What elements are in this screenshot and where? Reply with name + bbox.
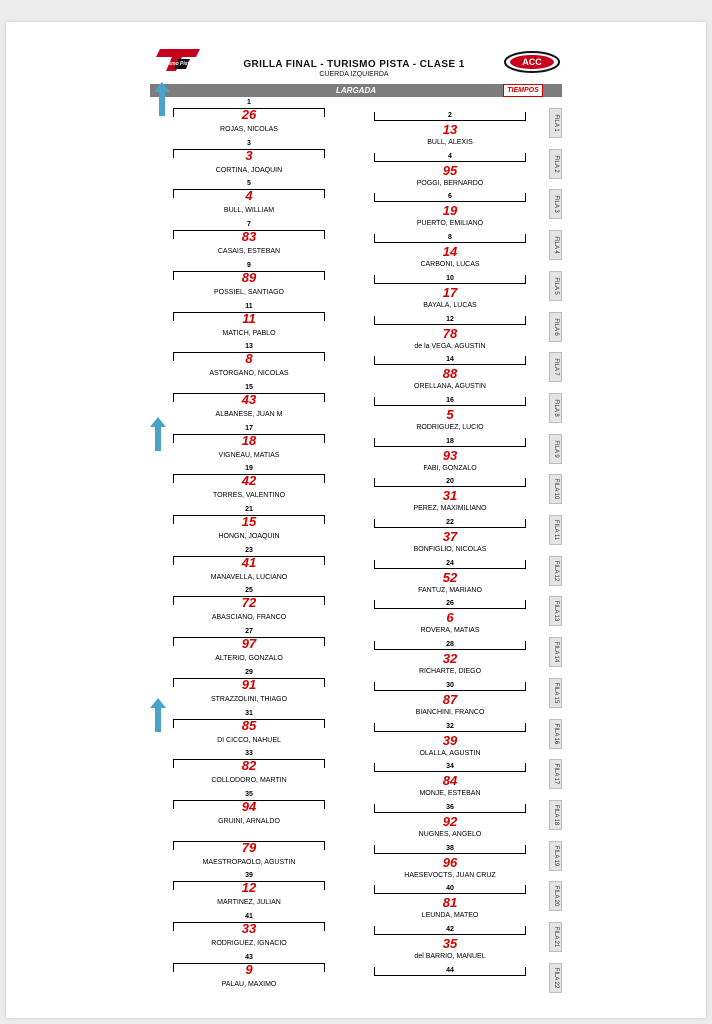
page-title: GRILLA FINAL - TURISMO PISTA - CLASE 1 <box>243 59 465 70</box>
grid-position: 4 <box>448 152 452 160</box>
fila-text: FILA 11 <box>552 519 559 541</box>
driver-name: BULL, ALEXIS <box>427 139 473 146</box>
grid-position: 25 <box>245 587 253 595</box>
driver-name: COLLODORO, MARTIN <box>211 777 287 785</box>
car-number: 41 <box>241 554 257 570</box>
fila-label <box>549 963 562 993</box>
fila-text: FILA 8 <box>552 399 559 417</box>
car-number: 13 <box>442 122 458 137</box>
car-number: 79 <box>241 839 257 855</box>
driver-name: de la VEGA, AGUSTIN <box>414 342 486 350</box>
grid-position: 39 <box>245 872 253 880</box>
car-number: 91 <box>241 676 257 692</box>
grid-position: 13 <box>245 343 253 351</box>
fila-text: FILA 2 <box>552 155 559 173</box>
grid-position: 33 <box>245 750 253 758</box>
fila-label <box>549 149 562 179</box>
driver-name: MONJE, ESTEBAN <box>419 790 481 798</box>
grid-position: 12 <box>446 315 454 323</box>
car-number: 83 <box>241 229 257 245</box>
car-number: 96 <box>442 854 458 870</box>
driver-name: FANTUZ, MARIANO <box>418 586 482 594</box>
grid-position: 3 <box>247 139 251 147</box>
car-number: 97 <box>241 636 257 652</box>
fila-text: FILA 19 <box>552 845 559 866</box>
car-number: 35 <box>442 936 458 951</box>
grid-position: 23 <box>245 546 253 554</box>
fila-label <box>549 434 562 464</box>
grid-position: 19 <box>245 465 253 473</box>
driver-name: MAESTROPAOLO, AGUSTIN <box>202 858 296 866</box>
driver-name: RICHARTE, DIEGO <box>418 668 482 676</box>
fila-text: FILA 17 <box>552 763 559 785</box>
fila-label <box>549 637 562 667</box>
car-number: 78 <box>442 325 458 341</box>
tiempos-logo: TIEMPOS <box>503 84 543 97</box>
car-number: 9 <box>245 961 253 977</box>
car-number: 17 <box>442 284 458 300</box>
fila-label <box>549 230 562 260</box>
largada-bar: LARGADA <box>150 84 562 97</box>
fila-text: FILA 21 <box>552 926 559 948</box>
car-number: 3 <box>245 147 253 163</box>
grid-position: 14 <box>446 356 454 364</box>
driver-name: PALAU, MAXIMO <box>221 980 277 988</box>
driver-name: GRUINI, ARNALDO <box>218 817 280 825</box>
car-number: 18 <box>241 432 257 448</box>
driver-name: RODRIGUEZ, LUCIO <box>416 423 484 431</box>
fila-text: FILA 13 <box>552 601 559 622</box>
driver-name: POSSIEL, SANTIAGO <box>213 288 285 296</box>
fila-text: FILA 6 <box>552 317 559 336</box>
grid-position: 10 <box>446 274 454 282</box>
car-number: 88 <box>442 366 458 382</box>
svg-text:Turismo Pista: Turismo Pista <box>159 61 192 67</box>
fila-text: FILA 4 <box>552 236 559 254</box>
driver-name: HONGN, JOAQUIN <box>218 533 280 540</box>
fila-text: FILA 12 <box>552 560 559 582</box>
grid-position: 35 <box>245 790 253 798</box>
driver-name: VIGNEAU, MATIAS <box>218 451 280 459</box>
grid-position: 43 <box>245 953 253 961</box>
car-number: 14 <box>442 244 458 260</box>
driver-name: DI CICCO, NAHUEL <box>217 736 281 744</box>
car-number: 12 <box>241 880 257 896</box>
grid-position: 8 <box>448 234 452 242</box>
driver-name: CARBONI, LUCAS <box>420 261 480 269</box>
driver-name: HAESEVOCTS, JUAN CRUZ <box>404 871 496 879</box>
grid-position: 28 <box>446 641 454 649</box>
driver-name: ALBANESE, JUAN M <box>215 410 283 418</box>
driver-name: ASTORGANO, NICOLAS <box>209 370 289 378</box>
grid-position: 2 <box>448 112 452 119</box>
fila-label <box>549 719 562 749</box>
fila-label <box>549 108 562 138</box>
fila-text: FILA 7 <box>552 358 559 376</box>
fila-text: FILA 20 <box>552 885 559 907</box>
grid-position: 31 <box>245 709 253 717</box>
fila-label <box>549 881 562 911</box>
car-number: 32 <box>442 651 458 667</box>
fila-label <box>549 800 562 830</box>
driver-name: PEREZ, MAXIMILIANO <box>413 505 487 513</box>
grid-position: 29 <box>245 668 253 676</box>
grid-position: 27 <box>245 628 253 636</box>
driver-name: del BARRIO, MANUEL <box>414 953 486 960</box>
car-number: 81 <box>442 895 458 911</box>
car-number: 72 <box>241 595 257 611</box>
grid-position: 20 <box>446 478 454 486</box>
grid-position: 41 <box>245 913 253 920</box>
driver-name: BIANCHINI, FRANCO <box>415 708 485 716</box>
driver-name: OLALLA, AGUSTIN <box>419 749 481 757</box>
driver-name: ABASCIANO, FRANCO <box>211 614 287 622</box>
driver-name: TORRES, VALENTINO <box>212 492 286 500</box>
grid-position: 9 <box>247 261 251 269</box>
fila-text: FILA 10 <box>552 478 559 500</box>
fila-text: FILA 5 <box>552 277 559 295</box>
fila-label <box>549 922 562 952</box>
fila-label <box>549 759 562 789</box>
driver-name: STRAZZOLINI, THIAGO <box>210 695 288 703</box>
car-number: 4 <box>245 188 253 204</box>
driver-name: RODRIGUEZ, IGNACIO <box>211 940 287 947</box>
grid-position: 11 <box>245 302 253 310</box>
grid-position: 16 <box>446 396 454 404</box>
car-number: 8 <box>245 351 253 367</box>
fila-label <box>549 393 562 423</box>
car-number: 15 <box>241 514 257 529</box>
fila-text: FILA 16 <box>552 723 559 744</box>
svg-text:ACC: ACC <box>522 57 542 67</box>
fila-text: FILA 14 <box>552 641 559 663</box>
fila-text: FILA 22 <box>552 967 559 989</box>
driver-name: ORELLANA, AGUSTIN <box>414 383 486 391</box>
grid-position: 7 <box>247 221 251 229</box>
grid-position: 26 <box>446 600 454 608</box>
grid-position: 1 <box>247 99 251 106</box>
page-subtitle: CUERDA IZQUIERDA <box>319 71 389 78</box>
car-number: 33 <box>241 921 257 936</box>
car-number: 89 <box>241 269 257 285</box>
car-number: 94 <box>241 798 257 814</box>
driver-name: FABI, GONZALO <box>423 464 477 472</box>
grid-position: 42 <box>446 926 454 933</box>
driver-name: LEUNDA, MATEO <box>421 912 479 920</box>
fila-text: FILA 1 <box>552 114 559 132</box>
car-number: 84 <box>442 773 458 789</box>
fila-text: FILA 15 <box>552 682 559 704</box>
driver-name: BULL, WILLIAM <box>223 207 275 215</box>
grid-position: 32 <box>446 722 454 730</box>
car-number: 11 <box>242 310 256 326</box>
car-number: 39 <box>442 732 458 748</box>
car-number: 6 <box>446 610 454 626</box>
car-number: 26 <box>241 107 257 122</box>
car-number: 42 <box>241 473 257 489</box>
driver-name: MANAVELLA, LUCIANO <box>210 573 288 581</box>
driver-name: BAYALA, LUCAS <box>423 301 477 309</box>
fila-text: FILA 18 <box>552 804 559 826</box>
grid-position: 18 <box>446 437 454 445</box>
fila-label <box>549 556 562 586</box>
grid-position: 21 <box>245 506 253 513</box>
car-number: 43 <box>241 391 257 407</box>
grid-position: 34 <box>446 763 454 771</box>
fila-text: FILA 9 <box>552 439 559 458</box>
grid-position: 38 <box>446 844 454 852</box>
car-number: 85 <box>241 717 257 733</box>
driver-name: ALTERIO, GONZALO <box>215 655 283 663</box>
driver-name: ROJAS, NICOLAS <box>220 126 278 133</box>
grid-position: 17 <box>245 424 253 432</box>
fila-label <box>549 271 562 301</box>
car-number: 5 <box>446 406 454 422</box>
fila-label <box>549 678 562 708</box>
car-number: 37 <box>442 529 458 544</box>
fila-label <box>549 841 562 871</box>
fila-label <box>549 474 562 504</box>
fila-label <box>549 189 562 219</box>
car-number: 82 <box>241 758 257 774</box>
fila-label <box>549 352 562 382</box>
car-number: 93 <box>442 447 458 463</box>
fila-label <box>549 596 562 626</box>
car-number: 52 <box>442 569 458 585</box>
grid-position: 24 <box>446 559 454 567</box>
acc-logo <box>504 51 560 73</box>
driver-name: MATICH, PABLO <box>222 329 276 337</box>
grid-position: 5 <box>247 180 251 188</box>
fila-text: FILA 3 <box>552 195 559 214</box>
driver-name: ROVERA, MATIAS <box>420 627 480 635</box>
grid-position: 30 <box>446 681 454 689</box>
fila-label <box>549 515 562 545</box>
grid-position: 22 <box>446 519 454 526</box>
driver-name: PUERTO, EMILIANO <box>416 220 484 228</box>
grid-position: 40 <box>446 885 454 893</box>
car-number: 87 <box>442 691 458 707</box>
grid-position: 36 <box>446 803 454 811</box>
car-number: 92 <box>442 813 458 829</box>
car-number: 19 <box>442 203 458 219</box>
car-number: 31 <box>442 488 458 504</box>
up-arrow-icon <box>150 417 166 451</box>
driver-name: MARTINEZ, JULIAN <box>217 899 281 907</box>
grid-position: 44 <box>446 966 454 974</box>
up-arrow-icon <box>154 82 170 116</box>
grid-sheet <box>6 22 706 1018</box>
driver-name: CASAIS, ESTEBAN <box>217 248 281 256</box>
grid-position: 6 <box>448 193 452 201</box>
up-arrow-icon <box>150 698 166 732</box>
driver-name: NUGNES, ANGELO <box>418 830 482 838</box>
car-number: 95 <box>442 162 458 178</box>
turismo-pista-logo <box>156 49 200 71</box>
driver-name: BONFIGLIO, NICOLAS <box>413 546 487 553</box>
driver-name: POGGI, BERNARDO <box>416 179 484 187</box>
fila-label <box>549 312 562 342</box>
driver-name: CORTINA, JOAQUIN <box>215 166 283 174</box>
grid-position: 15 <box>245 383 253 391</box>
